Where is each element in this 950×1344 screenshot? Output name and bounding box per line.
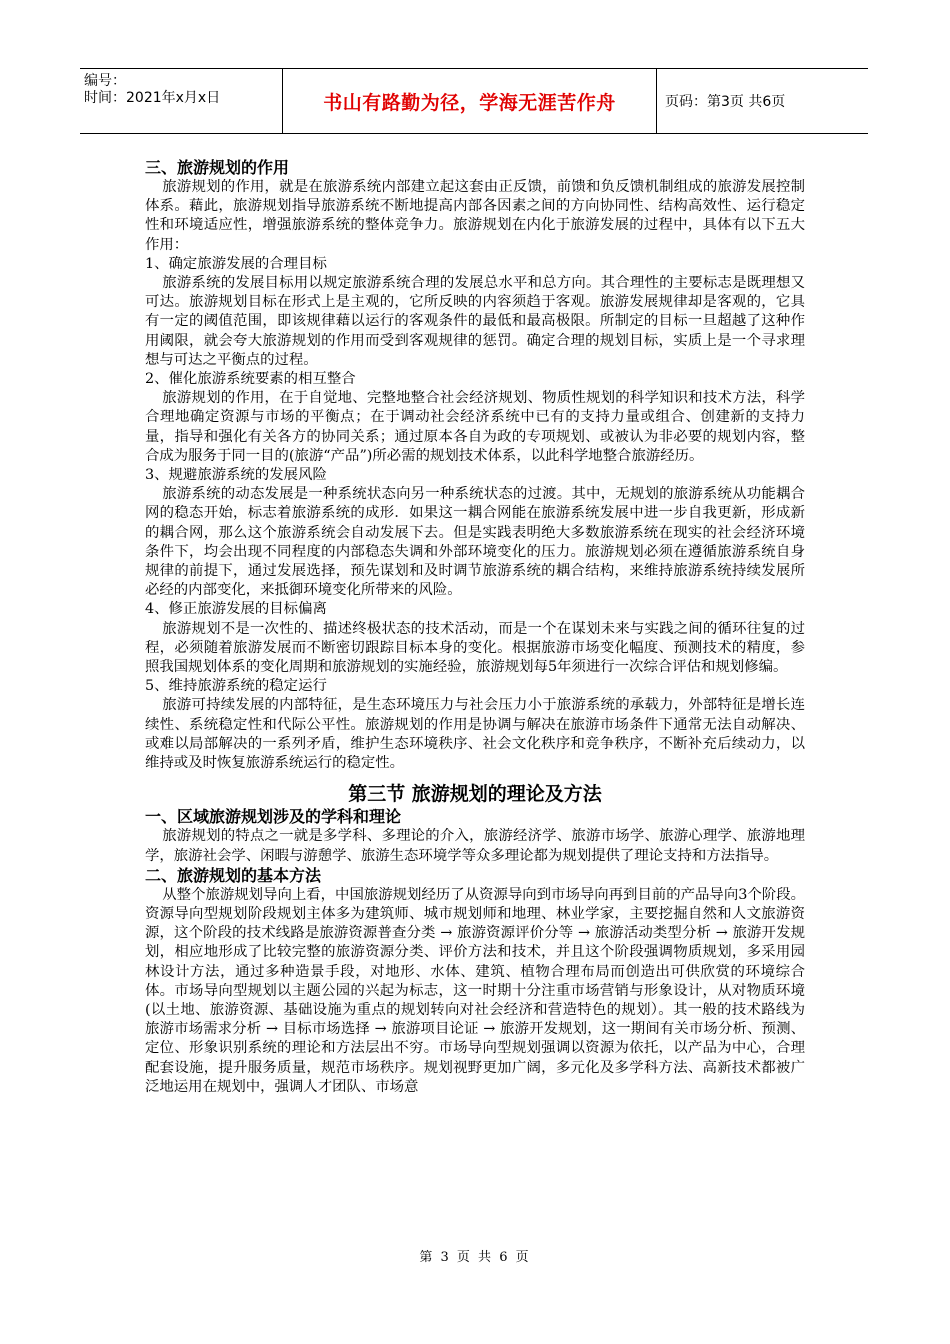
document-header (80, 68, 868, 134)
paragraph-3: 旅游系统的动态发展是一种系统状态向另一种系统状态的过渡。其中，无规划的旅游系统从功能耦合网的稳态开始，标志着旅游系统的成形．如果这一耦合网能在旅游系统发展中进一步自我更新，形成新的耦合网，那么这个旅游系统会自动发展下去。但是实践表明绝大多数旅游系统在现实的社会经济环境条件下，均会出现不同程度的内部稳态失调和外部环境变化的压力。旅游规划必须在遵循旅游系统自身规律的前提下，通过发展选择，预先谋划和及时调节旅游系统的耦合结构，来维持旅游系统持续发展所必经的内部变化，来抵御环境变化所带来的风险。 (145, 486, 805, 599)
subheading-4: 4、修正旅游发展的目标偏离 (145, 601, 327, 618)
header-meta (80, 69, 283, 133)
header-number-label: 编号： (84, 73, 126, 89)
paragraph-5: 旅游可持续发展的内部特征，是生态环境压力与社会压力小于旅游系统的承载力，外部特征是增长连续性、系统稳定性和代际公平性。旅游规划的作用是协调与解决在旅游市场条件下通常无法自动解决、或难以局部解决的一系列矛盾，维护生态环境秩序、社会文化秩序和竞争秩序，不断补充后续动力，以维持或及时恢复旅游系统运行的稳定性。 (145, 697, 805, 772)
paragraph-1: 旅游系统的发展目标用以规定旅游系统合理的发展总水平和总方向。其合理性的主要标志是既理想又可达。旅游规划目标在形式上是主观的，它所反映的内容须趋于客观。旅游发展规律却是客观的，它具有一定的阈值范围，即该规律藉以运行的客观条件的最低和最高极限。所制定的目标一旦超越了这种作用阈限，就会夸大旅游规划的作用而受到客观规律的惩罚。确定合理的规划目标，实质上是一个寻求理想与可达之平衡点的过程。 (145, 275, 805, 368)
header-date: 时间：2021年x月x日 (84, 90, 221, 106)
document-body (145, 158, 805, 1097)
paragraph-2: 旅游规划的作用，在于自觉地、完整地整合社会经济规划、物质性规划的科学知识和技术方法，科学合理地确定资源与市场的平衡点；在于调动社会经济系统中已有的支持力量或组合、创建新的支持力量，指导和强化有关各方的协同关系；通过原本各自为政的专项规划、或被认为非必要的规划内容，整合成为服务于同一目的(旅游“产品”)所必需的规划技术体系，以此科学地整合旅游经历。 (145, 390, 805, 464)
subheading-1: 1、确定旅游发展的合理目标 (145, 255, 327, 272)
subheading-2: 2、催化旅游系统要素的相互整合 (145, 371, 356, 388)
subheading-3: 3、规避旅游系统的发展风险 (145, 467, 327, 484)
page-footer: 第 3 页 共 6 页 (419, 1250, 531, 1265)
heading-method: 二、旅游规划的基本方法 (145, 865, 322, 885)
header-page-info: 页码：第3页 共6页 (665, 94, 786, 110)
paragraph-method: 从整个旅游规划导向上看，中国旅游规划经历了从资源导向到市场导向再到目前的产品导向3个阶段。资源导向型规划阶段规划主体多为建筑师、城市规划师和地理、林业学家，主要挖掘自然和人文旅游资源，这个阶段的技术线路是旅游资源普查分类 → 旅游资源评价分等 → 旅游活动类型分析 → 旅游开发规划，相应地形成了比较完整的旅游资源分类、评价方法和技术，并且这个阶段强调物质规划，多采用园林设计方法，通过多种造景手段，对地形、水体、建筑、植物合理布局而创造出可供欣赏的环境综合体。市场导向型规划以主题公园的兴起为标志，这一时期十分注重市场营销与形象设计，从对物质环境(以土地、旅游资源、基础设施为重点的规划转向对社会经济和营造特色的规划）。其一般的技术路线为旅游市场需求分析 → 目标市场选择 → 旅游项目论证 → 旅游开发规划，这一期间有关市场分析、预测、定位、形象识别系统的理论和方法层出不穷。市场导向型规划强调以资源为依托，以产品为中心，合理配套设施，提升服务质量，规范市场秩序。规划视野更加广阔，多元化及多学科方法、高新技术都被广泛地运用在规划中，强调人才团队、市场意 (145, 886, 805, 1095)
heading-role: 三、旅游规划的作用 (145, 158, 290, 177)
paragraph-4: 旅游规划不是一次性的、描述终极状态的技术活动，而是一个在谋划未来与实践之间的循环往复的过程，必须随着旅游发展而不断密切跟踪目标本身的变化。根据旅游市场变化幅度、预测技术的精度，参照我国规划体系的变化周期和旅游规划的实施经验，旅游规划每5年须进行一次综合评估和规划修编。 (145, 620, 805, 676)
heading-theory: 一、区域旅游规划涉及的学科和理论 (145, 807, 402, 827)
subheading-5: 5、维持旅游系统的稳定运行 (145, 678, 327, 695)
paragraph-theory: 旅游规划的特点之一就是多学科、多理论的介入，旅游经济学、旅游市场学、旅游心理学、旅游地理学，旅游社会学、闲暇与游憩学、旅游生态环境学等众多理论都为规划提供了理论支持和方法指导。 (145, 828, 805, 864)
header-motto: 书山有路勤为径，学海无涯苦作舟 (283, 69, 657, 133)
section-title: 第三节 旅游规划的理论及方法 (348, 783, 602, 806)
paragraph-role-intro: 旅游规划的作用，就是在旅游系统内部建立起这套由正反馈，前馈和负反馈机制组成的旅游发展控制体系。藉此，旅游规划指导旅游系统不断地提高内部各因素之间的方向协同性、结构高效性、运行稳定性和环境适应性，增强旅游系统的整体竞争力。旅游规划在内化于旅游发展的过程中，具体有以下五大作用： (145, 179, 805, 253)
